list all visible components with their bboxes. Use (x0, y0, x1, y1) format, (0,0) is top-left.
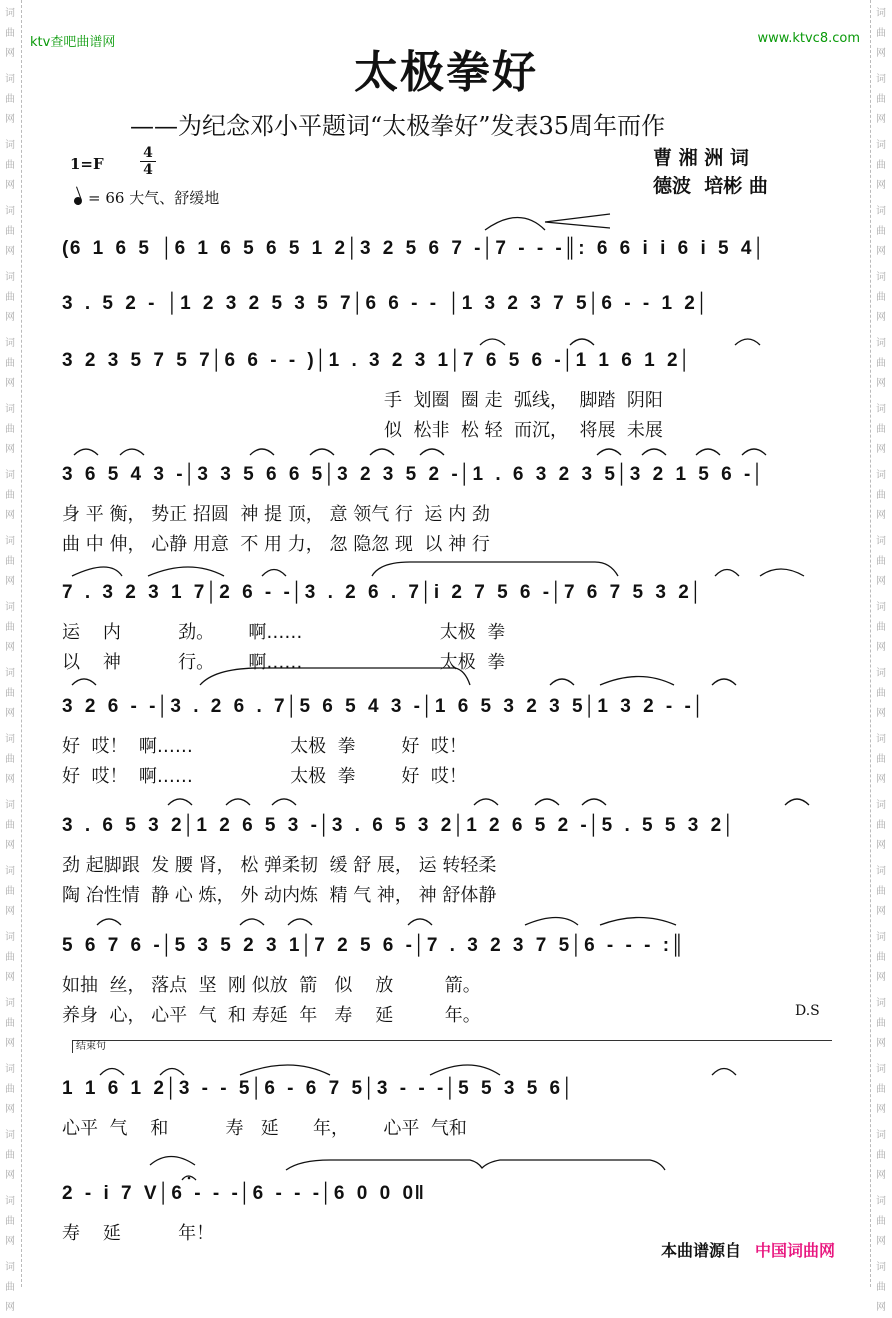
watermark-char: 曲 (5, 1084, 15, 1095)
watermark-char: 网 (876, 510, 886, 521)
watermark-char: 曲 (876, 358, 886, 369)
source-footer (661, 1238, 835, 1261)
watermark-char: 曲 (876, 28, 886, 39)
watermark-char: 词 (876, 74, 886, 85)
watermark-char: 曲 (5, 1018, 15, 1029)
watermark-char: 词 (5, 734, 15, 745)
watermark-char: 词 (876, 140, 886, 151)
watermark-char: 词 (876, 536, 886, 547)
watermark-char: 网 (876, 906, 886, 917)
lyric-verse-1: 运 内 劲。 啊…… 太极 拳 (62, 622, 506, 643)
watermark-char: 网 (5, 774, 15, 785)
watermark-char: 曲 (5, 820, 15, 831)
score-row (62, 1078, 832, 1139)
watermark-char: 网 (876, 312, 886, 323)
watermark-char: 网 (876, 840, 886, 851)
watermark-char: 网 (876, 48, 886, 59)
watermark-char: 词 (5, 536, 15, 547)
lyric-verse-2: 好 哎！ 啊…… 太极 拳 好 哎！ (62, 766, 467, 787)
watermark-char: 词 (5, 932, 15, 943)
lyric-verse-2: 似 松非 松 轻 而沉， 将展 未展 (384, 420, 663, 441)
lyric-verse-1: 身 平 衡， 势正 招圆 神 提 顶， 意 领气 行 运 内 劲 (62, 504, 490, 525)
watermark-char: 曲 (5, 622, 15, 633)
score-row (62, 350, 832, 441)
watermark-char: 词 (876, 470, 886, 481)
watermark-char: 词 (876, 8, 886, 19)
score-row (62, 238, 832, 278)
meter-bottom: 4 (143, 162, 153, 178)
watermark-char: 词 (5, 1196, 15, 1207)
watermark-char: 词 (5, 866, 15, 877)
watermark-char: 词 (5, 1130, 15, 1141)
watermark-char: 曲 (876, 1084, 886, 1095)
left-watermark-margin (0, 0, 22, 1313)
notation-line: 7 . 3 2 3 1 7│2 6 - -│3 . 2 6 . 7│i 2 7 5 6 -│7 6 7 5 3 2│ (62, 582, 704, 603)
watermark-char: 词 (5, 206, 15, 217)
watermark-char: 网 (5, 1170, 15, 1181)
watermark-char: 曲 (876, 688, 886, 699)
time-signature (140, 146, 156, 177)
watermark-char: 网 (5, 1038, 15, 1049)
meter-top: 4 (143, 145, 153, 161)
lyric-verse-1: 如抽 丝， 落点 坚 刚 似放 箭 似 放 箭。 (62, 975, 481, 996)
watermark-char: 网 (5, 576, 15, 587)
watermark-char: 网 (5, 180, 15, 191)
watermark-char: 词 (5, 338, 15, 349)
watermark-char: 曲 (5, 490, 15, 501)
watermark-char: 网 (5, 1104, 15, 1115)
source-brand-link[interactable]: 中国词曲网 (755, 1241, 836, 1260)
watermark-char: 网 (876, 708, 886, 719)
watermark-char: 词 (876, 272, 886, 283)
watermark-char: 曲 (5, 688, 15, 699)
watermark-char: 曲 (876, 160, 886, 171)
watermark-char: 网 (876, 1170, 886, 1181)
watermark-char: 词 (876, 668, 886, 679)
watermark-char: 网 (876, 378, 886, 389)
watermark-char: 网 (876, 642, 886, 653)
ending-label: 结束句 (72, 1041, 106, 1053)
lyric-verse-1: 手 划圈 圈 走 弧线， 脚踏 阴阳 (384, 390, 663, 411)
watermark-char: 词 (5, 74, 15, 85)
lyric-verse-2: 曲 中 伸， 心静 用意 不 用 力， 忽 隐忽 现 以 神 行 (62, 534, 490, 555)
notation-line: 3 . 6 5 3 2│1 2 6 5 3 -│3 . 6 5 3 2│1 2 6 5 2 -│5 . 5 5 3 2│ (62, 815, 737, 836)
watermark-char: 词 (876, 1196, 886, 1207)
watermark-char: 网 (5, 444, 15, 455)
lyric-verse-2: 养身 心， 心平 气 和 寿延 年 寿 延 年。 (62, 1005, 481, 1026)
watermark-char: 网 (5, 972, 15, 983)
watermark-char: 网 (876, 1038, 886, 1049)
watermark-char: 曲 (876, 1282, 886, 1293)
watermark-char: 词 (5, 1064, 15, 1075)
watermark-char: 曲 (5, 292, 15, 303)
watermark-char: 曲 (876, 292, 886, 303)
watermark-char: 网 (5, 246, 15, 257)
watermark-char: 曲 (5, 358, 15, 369)
watermark-char: 网 (876, 444, 886, 455)
lyric-verse-1: 劲 起脚跟 发 腰 肾， 松 弹柔韧 缓 舒 展， 运 转轻柔 (62, 855, 497, 876)
watermark-char: 曲 (5, 424, 15, 435)
watermark-char: 网 (876, 114, 886, 125)
watermark-char: 词 (5, 1262, 15, 1273)
song-subtitle: ——为纪念邓小平题词“太极拳好”发表35周年而作 (130, 112, 666, 140)
watermark-char: 词 (5, 140, 15, 151)
watermark-char: 词 (876, 734, 886, 745)
credits (653, 144, 768, 200)
score-row (62, 696, 832, 787)
watermark-char: 网 (876, 576, 886, 587)
site-name-left: ktv查吧曲谱网 (30, 35, 116, 50)
watermark-char: 词 (876, 932, 886, 943)
lyric-verse-2: 陶 冶性情 静 心 炼， 外 动内炼 精 气 神， 神 舒体静 (62, 885, 497, 906)
notation-line: 5 6 7 6 -│5 3 5 2 3 1│7 2 5 6 -│7 . 3 2 3 7 5│6 - - - :║ (62, 935, 686, 956)
watermark-char: 词 (5, 668, 15, 679)
watermark-char: 词 (876, 602, 886, 613)
watermark-char: 曲 (876, 490, 886, 501)
watermark-char: 曲 (876, 1216, 886, 1227)
watermark-char: 曲 (5, 1282, 15, 1293)
watermark-char: 曲 (876, 94, 886, 105)
watermark-char: 曲 (876, 754, 886, 765)
watermark-char: 网 (876, 972, 886, 983)
watermark-char: 网 (876, 774, 886, 785)
notation-line: (6 1 6 5 │6 1 6 5 6 5 1 2│3 2 5 6 7 -│7 - - -║: 6 6 i i 6 i 5 4│ (62, 238, 767, 259)
watermark-char: 词 (5, 404, 15, 415)
watermark-char: 词 (5, 800, 15, 811)
watermark-char: 词 (5, 602, 15, 613)
notation-line: 3 . 5 2 - │1 2 3 2 5 3 5 7│6 6 - - │1 3 2 3 7 5│6 - - 1 2│ (62, 293, 710, 314)
notation-line: 1 1 6 1 2│3 - - 5│6 - 6 7 5│3 - - -│5 5 3 5 6│ (62, 1078, 575, 1099)
watermark-char: 曲 (876, 1150, 886, 1161)
watermark-char: 曲 (876, 424, 886, 435)
watermark-char: 曲 (5, 1216, 15, 1227)
notation-line: 3 2 6 - -│3 . 2 6 . 7│5 6 5 4 3 -│1 6 5 3 2 3 5│1 3 2 - -│ (62, 696, 706, 717)
watermark-char: 网 (5, 642, 15, 653)
watermark-char: 曲 (5, 28, 15, 39)
watermark-char: 词 (876, 866, 886, 877)
watermark-char: 网 (5, 708, 15, 719)
watermark-char: 词 (876, 1262, 886, 1273)
site-url-right: www.ktvc8.com (757, 31, 860, 46)
watermark-char: 网 (5, 48, 15, 59)
watermark-char: 词 (876, 1130, 886, 1141)
watermark-char: 词 (5, 272, 15, 283)
watermark-char: 曲 (876, 952, 886, 963)
watermark-char: 网 (876, 180, 886, 191)
watermark-char: 网 (876, 246, 886, 257)
watermark-char: 网 (5, 510, 15, 521)
watermark-char: 曲 (876, 556, 886, 567)
watermark-char: 网 (876, 1104, 886, 1115)
ds-marking: D.S (795, 1003, 820, 1019)
watermark-char: 词 (876, 338, 886, 349)
watermark-char: 曲 (5, 94, 15, 105)
watermark-char: 网 (5, 1236, 15, 1247)
lyric-verse-2: 以 神 行。 啊…… 太极 拳 (62, 652, 506, 673)
watermark-char: 曲 (5, 160, 15, 171)
watermark-char: 词 (876, 800, 886, 811)
score-row (62, 1183, 832, 1244)
watermark-char: 网 (876, 1236, 886, 1247)
watermark-char: 网 (876, 1302, 886, 1313)
watermark-char: 词 (876, 1064, 886, 1075)
watermark-char: 曲 (5, 226, 15, 237)
score-row (62, 293, 832, 333)
key-signature: 1=F (70, 155, 104, 173)
watermark-char: 词 (5, 8, 15, 19)
watermark-char: 曲 (5, 1150, 15, 1161)
notation-line: 3 6 5 4 3 -│3 3 5 6 6 5│3 2 3 5 2 -│1 . 6 3 2 3 5│3 2 1 5 6 -│ (62, 464, 766, 485)
score-row (62, 464, 832, 555)
watermark-char: 网 (5, 906, 15, 917)
watermark-char: 网 (5, 312, 15, 323)
watermark-char: 词 (876, 998, 886, 1009)
watermark-char: 网 (5, 114, 15, 125)
notation-line: 2 - i 7 V│6 - - -│6 - - -│6 0 0 0‖ (62, 1183, 426, 1204)
score-row (62, 815, 832, 906)
watermark-char: 曲 (876, 1018, 886, 1029)
watermark-char: 词 (5, 470, 15, 481)
watermark-char: 词 (876, 206, 886, 217)
tempo-marking: = 66 大气、舒缓地 (74, 187, 219, 208)
quarter-note-icon (73, 196, 83, 206)
watermark-char: 网 (5, 378, 15, 389)
lyricist: 曹 湘 洲 词 (653, 147, 749, 169)
watermark-char: 曲 (5, 952, 15, 963)
watermark-char: 曲 (5, 556, 15, 567)
source-label: 本曲谱源自 (661, 1241, 742, 1260)
watermark-char: 曲 (5, 886, 15, 897)
right-watermark-margin (870, 0, 892, 1313)
watermark-char: 曲 (876, 622, 886, 633)
watermark-char: 曲 (876, 820, 886, 831)
lyric-verse-1: 心平 气 和 寿 延 年， 心平 气和 (62, 1118, 467, 1139)
notation-line: 3 2 3 5 7 5 7│6 6 - - )│1 . 3 2 3 1│7 6 5 6 -│1 1 6 1 2│ (62, 350, 693, 371)
song-title: 太极拳好 (354, 47, 538, 98)
watermark-char: 曲 (876, 886, 886, 897)
watermark-char: 曲 (876, 226, 886, 237)
watermark-char: 词 (876, 404, 886, 415)
watermark-char: 网 (5, 1302, 15, 1313)
lyric-verse-1: 好 哎！ 啊…… 太极 拳 好 哎！ (62, 736, 467, 757)
watermark-char: 词 (5, 998, 15, 1009)
score-row (62, 582, 832, 673)
watermark-char: 曲 (5, 754, 15, 765)
composer: 德波 培彬 曲 (653, 175, 768, 197)
lyric-verse-1: 寿 延 年！ (62, 1223, 215, 1244)
watermark-char: 网 (5, 840, 15, 851)
ending-bracket (72, 1040, 832, 1052)
